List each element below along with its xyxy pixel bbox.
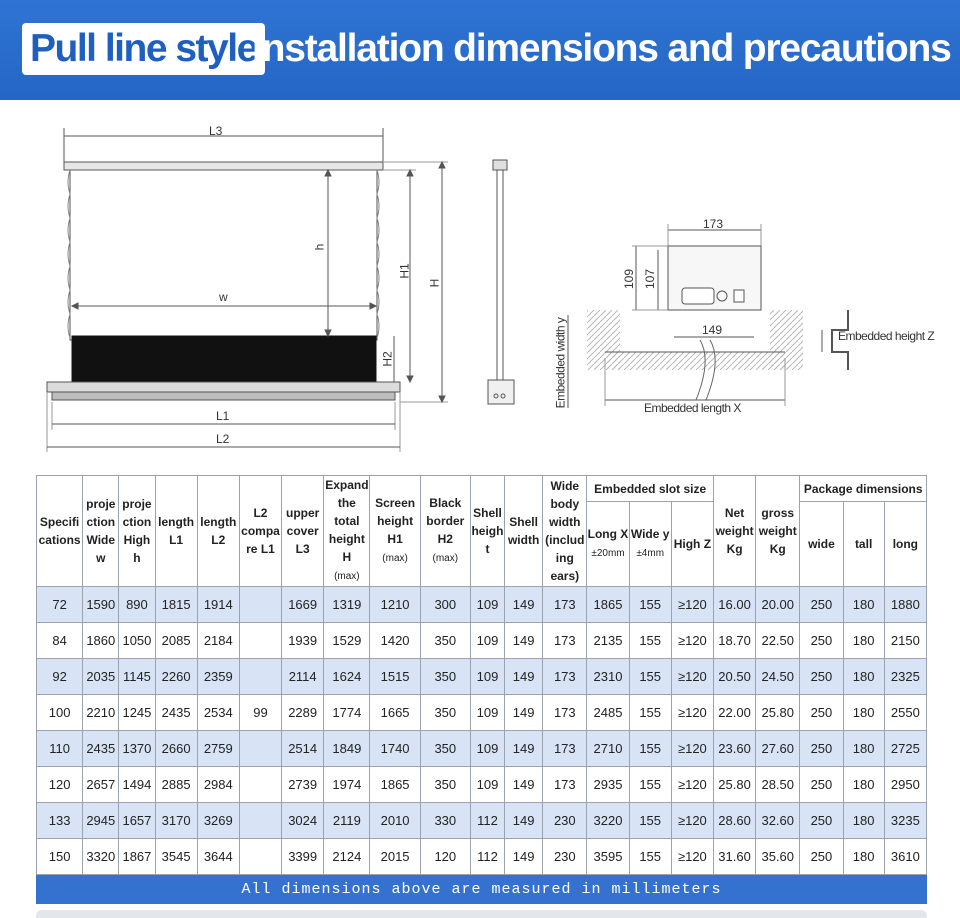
table-cell: 2435 [83, 731, 119, 767]
table-cell: 109 [470, 767, 504, 803]
th-gross-weight: gross weight Kg [756, 476, 800, 587]
table-cell: 133 [37, 803, 83, 839]
bottom-edge [36, 910, 927, 918]
table-cell: 3269 [197, 803, 239, 839]
label-l3: L3 [209, 124, 223, 138]
table-cell: ≥120 [671, 659, 713, 695]
table-cell: 1420 [370, 623, 420, 659]
table-cell: 250 [800, 587, 843, 623]
label-embedded-width: Embedded width y [553, 317, 568, 409]
table-cell: 250 [800, 623, 843, 659]
table-row [37, 731, 927, 767]
table-cell: 1815 [155, 587, 197, 623]
table-cell: 2124 [324, 839, 370, 875]
table-cell: 155 [629, 695, 671, 731]
table-cell: 250 [800, 767, 843, 803]
table-cell: 230 [543, 839, 587, 875]
table-cell: 155 [629, 623, 671, 659]
table-cell: 180 [843, 731, 884, 767]
table-cell: 1370 [119, 731, 155, 767]
dimensions-table-container [36, 475, 927, 904]
table-row [37, 695, 927, 731]
th-expand-total-text: Expand the total height H [325, 478, 369, 564]
table-cell [239, 587, 281, 623]
table-cell: 2085 [155, 623, 197, 659]
th-black-border [420, 476, 470, 587]
table-cell: 1245 [119, 695, 155, 731]
table-cell: 173 [543, 623, 587, 659]
table-cell: 2759 [197, 731, 239, 767]
table-row [37, 803, 927, 839]
table-cell: 1494 [119, 767, 155, 803]
table-cell: 1914 [197, 587, 239, 623]
table-row [37, 587, 927, 623]
table-cell: 180 [843, 803, 884, 839]
table-cell: 2657 [83, 767, 119, 803]
table-cell: 22.50 [756, 623, 800, 659]
table-cell: 3595 [587, 839, 629, 875]
table-cell: 1665 [370, 695, 420, 731]
table-cell: 120 [37, 767, 83, 803]
table-cell: 173 [543, 767, 587, 803]
table-cell: 890 [119, 587, 155, 623]
table-cell: 2119 [324, 803, 370, 839]
table-cell: 1050 [119, 623, 155, 659]
th-net-weight: Net weight Kg [713, 476, 755, 587]
th-proj-w: proje ction Wide w [83, 476, 119, 587]
th-length-l2: length L2 [197, 476, 239, 587]
table-cell: ≥120 [671, 587, 713, 623]
table-cell: 3170 [155, 803, 197, 839]
table-cell: 2310 [587, 659, 629, 695]
table-cell: 350 [420, 767, 470, 803]
table-cell: 180 [843, 767, 884, 803]
table-cell: 2534 [197, 695, 239, 731]
table-row [37, 623, 927, 659]
table-cell: 1860 [83, 623, 119, 659]
th-length-l1: length L1 [155, 476, 197, 587]
table-body [37, 587, 927, 875]
th-shell-height: Shell heigh t [470, 476, 504, 587]
table-cell: 180 [843, 587, 884, 623]
table-cell: ≥120 [671, 623, 713, 659]
th-expand-total [324, 476, 370, 587]
table-cell: 1657 [119, 803, 155, 839]
table-cell: 2260 [155, 659, 197, 695]
table-cell: 2015 [370, 839, 420, 875]
table-cell: 1774 [324, 695, 370, 731]
table-cell: ≥120 [671, 695, 713, 731]
table-cell: 2114 [282, 659, 324, 695]
table-cell: 16.00 [713, 587, 755, 623]
table-cell: 149 [505, 803, 543, 839]
label-173: 173 [703, 217, 724, 231]
table-cell: 230 [543, 803, 587, 839]
table-cell: 110 [37, 731, 83, 767]
table-cell: 120 [420, 839, 470, 875]
th-screen-h1 [370, 476, 420, 587]
table-cell: 112 [470, 803, 504, 839]
table-cell: 1590 [83, 587, 119, 623]
table-cell: 3320 [83, 839, 119, 875]
table-cell: 109 [470, 659, 504, 695]
table-cell: 2514 [282, 731, 324, 767]
table-cell: 3610 [884, 839, 926, 875]
table-cell: 1740 [370, 731, 420, 767]
table-cell: 18.70 [713, 623, 755, 659]
table-cell: 180 [843, 659, 884, 695]
table-cell: 2885 [155, 767, 197, 803]
table-cell: 112 [470, 839, 504, 875]
table-cell: 28.60 [713, 803, 755, 839]
th-long-x [587, 502, 629, 587]
table-row [37, 839, 927, 875]
table-cell: 1624 [324, 659, 370, 695]
table-cell: 20.00 [756, 587, 800, 623]
diagram-drawing [0, 100, 960, 470]
th-wide-y-text: Wide y [630, 527, 670, 542]
table-cell: 2210 [83, 695, 119, 731]
table-cell: 2945 [83, 803, 119, 839]
th-high-z: High Z [671, 502, 713, 587]
table-cell: 1865 [370, 767, 420, 803]
table-cell: 2485 [587, 695, 629, 731]
table-cell: 2550 [884, 695, 926, 731]
style-badge: Pull line style [22, 23, 265, 75]
table-cell: 180 [843, 695, 884, 731]
table-cell: 3644 [197, 839, 239, 875]
table-cell: 2135 [587, 623, 629, 659]
label-109: 109 [622, 268, 637, 290]
table-cell: 109 [470, 731, 504, 767]
th-black-border-text: Black border H2 [426, 496, 465, 546]
th-wide-body: Wide body width (includ ing ears) [543, 476, 587, 587]
table-cell: 25.80 [713, 767, 755, 803]
th-pkg-long: long [884, 502, 926, 587]
table-cell: 2150 [884, 623, 926, 659]
table-cell: 155 [629, 731, 671, 767]
table-cell [239, 731, 281, 767]
table-cell: 99 [239, 695, 281, 731]
table-cell: 173 [543, 731, 587, 767]
table-cell: 180 [843, 839, 884, 875]
table-cell: 109 [470, 695, 504, 731]
label-H: H [427, 278, 442, 288]
table-cell: 250 [800, 695, 843, 731]
th-black-border-note: (max) [432, 553, 459, 564]
table-cell: 149 [505, 695, 543, 731]
installation-diagram [0, 100, 960, 470]
table-cell: 1210 [370, 587, 420, 623]
th-screen-h1-text: Screen height H1 [375, 496, 416, 546]
table-cell: 149 [505, 623, 543, 659]
slot-view [568, 224, 848, 408]
table-cell: 2935 [587, 767, 629, 803]
table-cell: 1515 [370, 659, 420, 695]
side-view [488, 160, 514, 404]
th-screen-h1-note: (max) [382, 553, 408, 564]
table-cell: ≥120 [671, 731, 713, 767]
table-cell: ≥120 [671, 803, 713, 839]
table-cell: 250 [800, 839, 843, 875]
table-cell: 350 [420, 659, 470, 695]
table-cell: 155 [629, 587, 671, 623]
table-cell: 350 [420, 695, 470, 731]
table-cell: 173 [543, 587, 587, 623]
label-107: 107 [643, 268, 658, 290]
table-cell: 28.50 [756, 767, 800, 803]
table-cell: 3220 [587, 803, 629, 839]
table-cell: 350 [420, 731, 470, 767]
th-embedded-group: Embedded slot size [587, 476, 714, 502]
th-proj-h: proje ction High h [119, 476, 155, 587]
table-cell: 149 [505, 659, 543, 695]
table-cell: 1669 [282, 587, 324, 623]
label-l1: L1 [216, 409, 230, 423]
table-cell: 149 [505, 731, 543, 767]
label-l2: L2 [216, 432, 230, 446]
th-l2-compare: L2 compa re L1 [239, 476, 281, 587]
page-title: Installation dimensions and precautions [252, 27, 951, 70]
th-long-x-tol: ±20mm [591, 548, 625, 560]
table-cell: 1880 [884, 587, 926, 623]
label-h2: H2 [380, 351, 395, 367]
th-upper-cover: upper cover L3 [282, 476, 324, 587]
table-cell: 1974 [324, 767, 370, 803]
table-cell [239, 803, 281, 839]
table-cell: 100 [37, 695, 83, 731]
table-cell: 109 [470, 587, 504, 623]
table-cell: 149 [505, 587, 543, 623]
table-cell: ≥120 [671, 839, 713, 875]
table-cell: 2010 [370, 803, 420, 839]
front-view [47, 128, 448, 452]
table-cell: 155 [629, 803, 671, 839]
table-cell: 2660 [155, 731, 197, 767]
table-footer-note: All dimensions above are measured in millimeters [36, 875, 927, 904]
table-cell: 32.60 [756, 803, 800, 839]
table-cell: 149 [505, 839, 543, 875]
table-cell: 2984 [197, 767, 239, 803]
table-cell [239, 767, 281, 803]
label-h: h [312, 243, 327, 251]
label-h1: H1 [397, 263, 412, 279]
table-cell: 1939 [282, 623, 324, 659]
table-cell: 22.00 [713, 695, 755, 731]
table-cell: 25.80 [756, 695, 800, 731]
table-cell: 27.60 [756, 731, 800, 767]
table-cell: 1849 [324, 731, 370, 767]
table-cell: 2710 [587, 731, 629, 767]
table-cell: 35.60 [756, 839, 800, 875]
th-wide-y-tol: ±4mm [636, 548, 665, 560]
header-banner [0, 0, 960, 100]
table-cell: 2289 [282, 695, 324, 731]
table-cell: 155 [629, 659, 671, 695]
table-cell: 155 [629, 767, 671, 803]
table-cell: 24.50 [756, 659, 800, 695]
table-cell: 2725 [884, 731, 926, 767]
table-cell: 2435 [155, 695, 197, 731]
table-cell: 2035 [83, 659, 119, 695]
table-cell: 1529 [324, 623, 370, 659]
table-cell: 1867 [119, 839, 155, 875]
table-cell [239, 659, 281, 695]
dimensions-table [36, 475, 927, 875]
th-long-x-text: Long X [587, 527, 629, 542]
table-cell: 1865 [587, 587, 629, 623]
table-row [37, 767, 927, 803]
label-embedded-length: Embedded length X [644, 401, 741, 415]
table-cell: 250 [800, 659, 843, 695]
table-cell: ≥120 [671, 767, 713, 803]
table-cell: 300 [420, 587, 470, 623]
table-cell: 3399 [282, 839, 324, 875]
label-149: 149 [702, 323, 723, 337]
table-cell: 3024 [282, 803, 324, 839]
th-pkg-tall: tall [843, 502, 884, 587]
table-cell: 2739 [282, 767, 324, 803]
table-cell: 155 [629, 839, 671, 875]
table-cell: 350 [420, 623, 470, 659]
table-cell: 180 [843, 623, 884, 659]
table-cell [239, 839, 281, 875]
table-cell: 72 [37, 587, 83, 623]
table-cell: 250 [800, 731, 843, 767]
table-cell: 3235 [884, 803, 926, 839]
table-cell: 2325 [884, 659, 926, 695]
table-cell [239, 623, 281, 659]
table-cell: 31.60 [713, 839, 755, 875]
th-pkg-wide: wide [800, 502, 843, 587]
th-wide-y [629, 502, 671, 587]
table-cell: 84 [37, 623, 83, 659]
table-cell: 173 [543, 659, 587, 695]
table-cell: 149 [505, 767, 543, 803]
table-cell: 20.50 [713, 659, 755, 695]
th-package-group: Package dimensions [800, 476, 927, 502]
table-cell: 2359 [197, 659, 239, 695]
table-cell: 173 [543, 695, 587, 731]
table-cell: 1319 [324, 587, 370, 623]
table-cell: 92 [37, 659, 83, 695]
table-cell: 23.60 [713, 731, 755, 767]
label-w: w [219, 290, 228, 304]
table-cell: 2950 [884, 767, 926, 803]
table-cell: 109 [470, 623, 504, 659]
table-cell: 2184 [197, 623, 239, 659]
table-cell: 250 [800, 803, 843, 839]
table-cell: 330 [420, 803, 470, 839]
table-cell: 150 [37, 839, 83, 875]
table-row [37, 659, 927, 695]
table-cell: 3545 [155, 839, 197, 875]
th-spec: Specifi cations [37, 476, 83, 587]
th-expand-total-note: (max) [334, 571, 360, 582]
label-embedded-height: Embedded height Z [838, 329, 935, 343]
th-shell-width: Shell width [505, 476, 543, 587]
table-cell: 1145 [119, 659, 155, 695]
